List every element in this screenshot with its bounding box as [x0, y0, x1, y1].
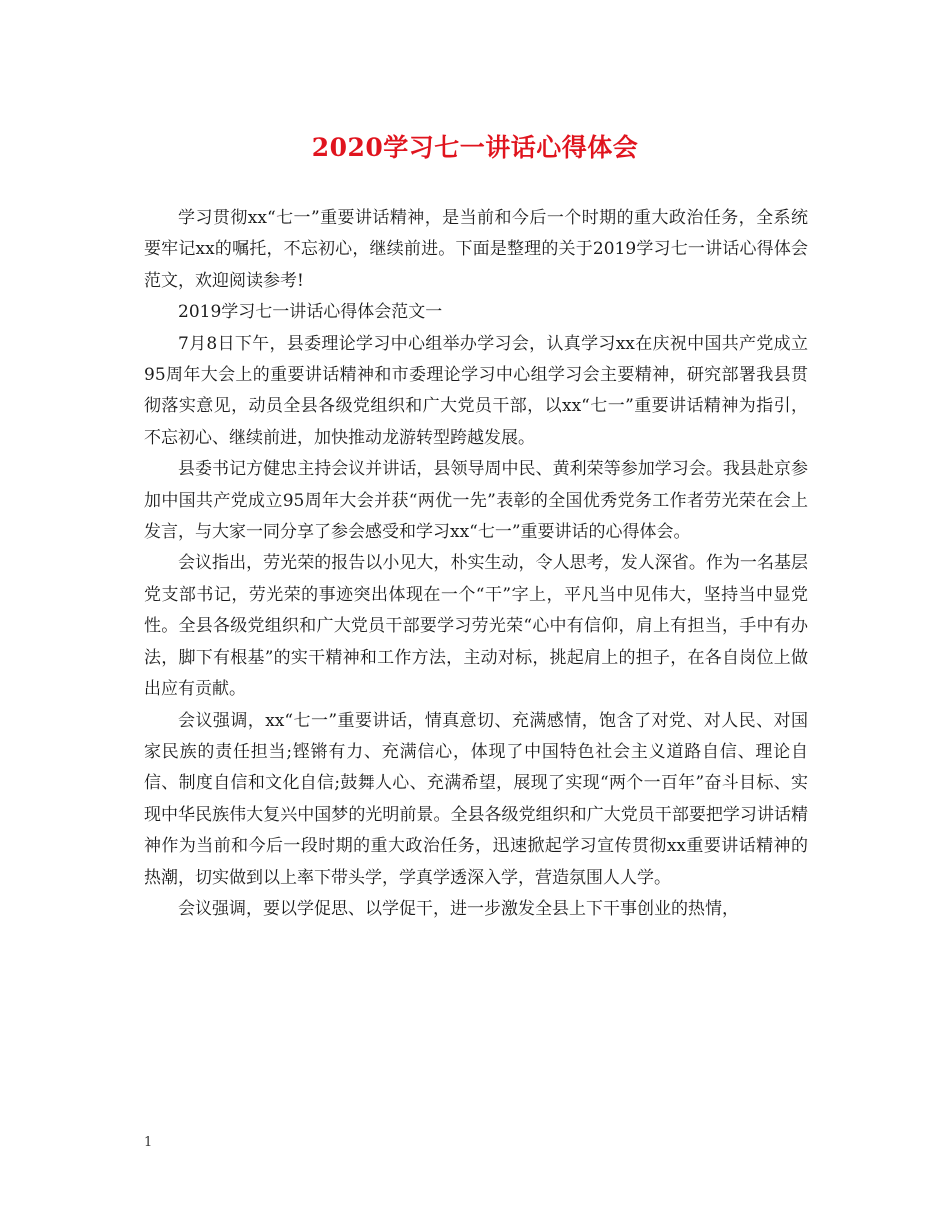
- paragraph: 县委书记方健忠主持会议并讲话，县领导周中民、黄利荣等参加学习会。我县赴京参加中国共产党成立95周年大会并获“两优一先”表彰的全国优秀党务工作者劳光荣在会上发言，与大家一同分享了参会感受和学习xx“七一”重要讲话的心得体会。: [144, 459, 808, 543]
- document-title: 2020学习七一讲话心得体会: [311, 133, 639, 162]
- paragraph-intro: 学习贯彻xx“七一”重要讲话精神，是当前和今后一个时期的重大政治任务，全系统要牢记xx的嘱托，不忘初心，继续前进。下面是整理的关于2019学习七一讲话心得体会范文，欢迎阅读参考!: [144, 208, 808, 291]
- paragraph: 会议强调，xx“七一”重要讲话，情真意切、充满感情，饱含了对党、对人民、对国家民族的责任担当;铿锵有力、充满信心，体现了中国特色社会主义道路自信、理论自信、制度自信和文化自信;鼓舞人心、充满希望，展现了实现“两个一百年”奋斗目标、实现中华民族伟大复兴中国梦的光明前景。全县各级党组织和广大党员干部要把学习讲话精神作为当前和今后一段时期的重大政治任务，迅速掀起学习宣传贯彻xx重要讲话精神的热潮，切实做到以上率下带头学，学真学透深入学，营造氛围人人学。: [144, 710, 808, 888]
- paragraph: 7月8日下午，县委理论学习中心组举办学习会，认真学习xx在庆祝中国共产党成立95周年大会上的重要讲话精神和市委理论学习中心组学习会主要精神，研究部署我县贯彻落实意见，动员全县各级党组织和广大党员干部，以xx“七一”重要讲话精神为指引，不忘初心、继续前进，加快推动龙游转型跨越发展。: [144, 333, 808, 448]
- paragraph: 会议指出，劳光荣的报告以小见大，朴实生动，令人思考，发人深省。作为一名基层党支部书记，劳光荣的事迹突出体现在一个“干”字上，平凡当中见伟大，坚持当中显党性。全县各级党组织和广大党员干部要学习劳光荣“心中有信仰，肩上有担当，手中有办法，脚下有根基”的实干精神和工作方法，主动对标，挑起肩上的担子，在各自岗位上做出应有贡献。: [144, 553, 808, 700]
- document-body: [144, 203, 808, 925]
- paragraph-section-heading: 2019学习七一讲话心得体会范文一: [178, 302, 443, 323]
- paragraph: 会议强调，要以学促思、以学促干，进一步激发全县上下干事创业的热情，: [178, 898, 739, 919]
- page-number: 1: [144, 1135, 153, 1150]
